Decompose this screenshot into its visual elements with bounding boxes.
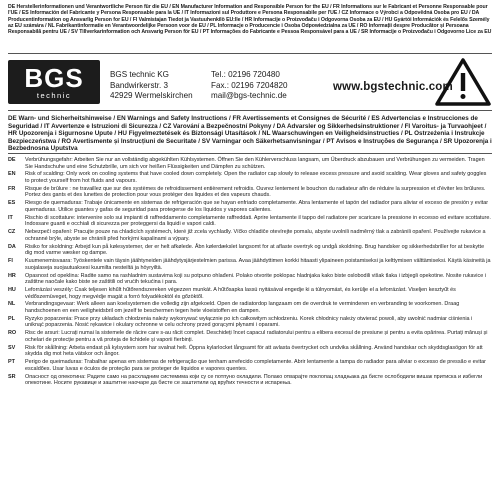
safety-text: Verbrühungsgefahr: Arbeiten Sie nur an vollständig abgekühlten Kühlsystemen. Öffnen Sie den Kühlerverschluss langsam, um Überdruck abzubauen und Verbrühungen zu vermeiden. Tragen Sie Handschuhe und eine Schutzbrille, um sich vor heißen Flüssigkeiten und Dämpfen zu schützen. — [25, 157, 485, 170]
language-code: SR — [8, 373, 16, 380]
company-mail[interactable]: mail@bgs-technic.de — [211, 91, 287, 101]
safety-entry — [8, 330, 492, 343]
safety-entry — [8, 374, 492, 387]
safety-entry — [8, 171, 492, 184]
safety-entry — [8, 229, 492, 242]
safety-text: Leforrázási veszély: Csak teljesen kihűlt hűtőrendszereken végezzen munkát. A hűtősapka lassú nyitásával engedje ki a túlnyomást, és kerülje el a leforrázást. Viseljen kesztyűt és védőszemüveget, hogy megvédje magát a forró folyadékoktól és gőzöktől. — [25, 286, 456, 300]
language-code: HR — [8, 272, 16, 279]
safety-text: Rischio di scottature: intervenire solo sui impianti di raffreddamento completamente raffreddati. Aprire lentamente il tappo del radiatore per scaricare la pressione in eccesso ed evitare scottature. Indossare guanti e occhiali di sicurezza per proteggersi da liquidi e vapori caldi. — [25, 214, 491, 228]
manufacturer-header: DE Herstellerinformationen und Verantwortliche Person für die EU / EN Manufacturer Information and Responsible Person for the EU / FR Informations sur le Fabricant et Personne Responsable pour l'UE / ES Información del Fabricante y Persona Responsable para la UE / IT Informazioni sul Produttore e Persona Responsabile per l'UE / CZ Informace o Výrobci a Odpovědná Osoba pro EU / DA Producentinformation og Ansvarlig Person for EU / FI Valmistajan Tiedot ja Vastuuhenkilö EU:lle / HR Informacije o Proizvođaču i Odgovorna Osoba za EU / HU Gyártói Információk és Felelős Személy az EU számára / NL Fabrikantinformatie en Verantwoordelijke Persoon voor de EU / PL Informacje o Producencie i Osoba Odpowiedzialna za UE / RO Informații despre Producător și Persoana Responsabilă pentru UE / SV Tillverkarinformation och Ansvarig Person för EU / PT Informações do Fabricante e Pessoa Responsável para a UE / SR Informacije o Proizvođaču i Odgovorno Lice za EU — [8, 4, 492, 36]
safety-text: Опасност од опекотина: Радите само на расхладним системима који су се потпуно охладили. Полако отварајте поклопац хладњака да бисте ослободили вишак притиска и избегли опекотине. Носите рукавице и заштитне наочаре да бисте се заштитили од врућих течности и испарења. — [25, 373, 483, 387]
safety-entry — [8, 287, 492, 300]
company-street: Bandwirkerstr. 3 — [110, 80, 169, 90]
safety-entry — [8, 186, 492, 199]
language-code: SV — [8, 344, 16, 351]
company-city: 42929 Wermelskirchen — [110, 91, 193, 101]
subtitle-divider — [8, 153, 492, 154]
safety-entry — [8, 215, 492, 228]
logo-wordmark: BGS — [24, 63, 84, 93]
safety-text: Risiko for skoldning: Arbejd kun på kølesystemer, der er helt afkølede. Åbn kølerdækslet langsomt for at aflaste overtryk og undgå skoldning. Brug handsker og sikkerhedsbriller for at beskytte dig mod varme væsker og dampe. — [25, 243, 485, 257]
company-address — [110, 70, 193, 102]
logo-subtext: technic — [36, 91, 72, 100]
language-code: CZ — [8, 229, 16, 236]
safety-subtitle: DE Warn- und Sicherheitshinweise / EN Warnings and Safety Instructions / FR Avertissements et Consignes de Sécurité / ES Advertencias e Instrucciones de Seguridad / IT Avvertenze e Istruzioni di Sicurezza / CZ Varování a Bezpečnostní Pokyny / DA Advarsler og Sikkerhedsinstruktioner / FI Varoitus- ja Turvaohjeet / HR Upozorenja i Sigurnosne Upute / HU Figyelmeztetések és Biztonsági Utasítások / NL Waarschuwingen en Veiligheidsinstructies / PL Ostrzeżenia i Instrukcje Bezpieczeństwa / RO Avertismente și Instrucțiuni de Securitate / SV Varningar och Säkerhetsanvisningar / PT Avisos e Instruções de Segurança / SR Upozorenja i Bezbednosna Uputstva — [8, 115, 492, 153]
safety-text: Perigo de queimaduras: Trabalhar apenas em sistemas de refrigeração que tenham arrefecido completamente. Abrir lentamente a tampa do radiador para aliviar o excesso de pressão e evitar escaldões. Usar luvas e óculos de proteção para se proteger de líquidos e vapores quentes. — [25, 359, 486, 372]
safety-text: Risk of scalding: Only work on cooling systems that have cooled down completely. Open the radiator cap slowly to release excess pressure and avoid scalding. Wear gloves and safety goggles to protect yourself from hot fluids and vapours. — [25, 171, 487, 185]
safety-entry — [8, 316, 492, 329]
company-tel: Tel.: 02196 720480 — [211, 70, 280, 79]
safety-entry — [8, 157, 492, 170]
language-code: DA — [8, 243, 16, 250]
safety-entry — [8, 359, 492, 372]
language-code: DE — [8, 157, 16, 163]
safety-text: Verbrandingsgevaar: Werk alleen aan koelsystemen die volledig zijn afgekoeld. Open de radiatordop langzaam om de overdruk te verminderen en verbranding te voorkomen. Draag handschoenen en een veiligheidsbril om jezelf te beschermen tegen hete vloeistoffen en dampen. — [25, 301, 460, 314]
safety-text: Kuumenemisvaara: Työskentele vain täysin jäähtyneiden jäähdytysjärjestelmien parissa. Avaa jäähdyttimen korkki hitaasti ylipaineen poistamiseksi ja kelttymisen välttämiseksi. Käytä käsineitä ja suojalaseja suojautuaksesi kuumilta nesteiltä ja höyryiltä. — [25, 258, 491, 271]
language-code: RO — [8, 330, 17, 337]
language-code: FI — [8, 258, 13, 265]
language-code: PT — [8, 359, 15, 366]
safety-list — [8, 157, 492, 388]
safety-entry — [8, 200, 492, 213]
bgs-logo — [8, 60, 100, 104]
language-code: EN — [8, 171, 16, 178]
language-code: IT — [8, 214, 13, 221]
safety-text: Risc de arsuri: Lucrați numai la sistemele de răcire care s-au răcit complet. Deschideți încet capacul radiatorului pentru a elibera excesul de presiune și pentru a evita opărirea. Purtați mănuși și ochelari de protecție pentru a vă proteja de lichidele și vaporii fierbinți. — [25, 330, 488, 343]
warning-triangle-icon — [434, 57, 492, 107]
safety-text: Riesgo de quemaduras: Trabaje únicamente en sistemas de refrigeración que se hayan enfriado completamente. Abra lentamente el tapón del radiador para aliviar el exceso de presión y evitar quemaduras. Utilice guantes y gafas de seguridad para protegerse de los líquidos y vapores calientes. — [25, 200, 489, 213]
safety-text: Ryzyko poparzenia: Prace przy układach chłodzenia należy wykonywać wyłącznie po ich całkowitym schłodzeniu. Korek chłodnicy należy otwierać powoli, aby uwolnić nadmiar ciśnienia i uniknąć poparzenia. Nosić rękawice i okulary ochronne w celu ochrony przed gorącymi płynami i oparami. — [25, 315, 473, 329]
safety-entry — [8, 273, 492, 286]
language-code: ES — [8, 200, 16, 207]
language-code: PL — [8, 315, 15, 322]
safety-text: Opasnost od opeklina: Radite samo na rashladnim sustavima koji su potpuno ohlađeni. Polako otvorite poklopac hladnjaka kako biste oslobodili višak tlaka i izbjegli opekotine. Nosite rukavice i zaštitne naočale kako biste se zaštitili od vrućih tekućina i para. — [25, 272, 486, 286]
safety-text: Risque de brûlure : ne travaillez que sur des systèmes de refroidissement entièrement refroidis. Ouvrez lentement le bouchon du radiateur afin de réduire la surpression et d'éviter les brûlures. Portez des gants et des lunettes de protection pour vous protéger des liquides et des vapeurs chauds. — [25, 185, 486, 199]
company-name: BGS technic KG — [110, 70, 169, 79]
company-website[interactable]: www.bgstechnic.com — [333, 81, 453, 93]
safety-text: Risk för skållning: Arbeta endast på kylsystem som har svalnat helt. Öppna kylarlocket långsamt för att avlasta övertrycket och undvika skållning. Använd handskar och skyddsglasögon för att skydda dig mot heta vätskor och ångor. — [25, 344, 483, 358]
company-fax: Fax.: 02196 7204820 — [211, 80, 288, 90]
contact-divider — [8, 110, 492, 111]
header-divider — [8, 53, 492, 54]
language-code: HU — [8, 286, 16, 293]
language-code: NL — [8, 301, 16, 308]
safety-text: Nebezpečí opaření: Pracujte pouze na chladicích systémech, které již zcela vychladly. Víčko chladiče otevírejte pomalu, abyste uvolnili nadměrný tlak a zabránili opaření. Používejte rukavice a ochranné brýle, abyste se chránili před horkými kapalinami a výpary. — [25, 229, 486, 242]
safety-entry — [8, 258, 492, 271]
language-code: FR — [8, 185, 16, 192]
company-contact — [211, 70, 288, 102]
safety-entry — [8, 244, 492, 257]
safety-entry — [8, 345, 492, 358]
safety-entry — [8, 301, 492, 314]
